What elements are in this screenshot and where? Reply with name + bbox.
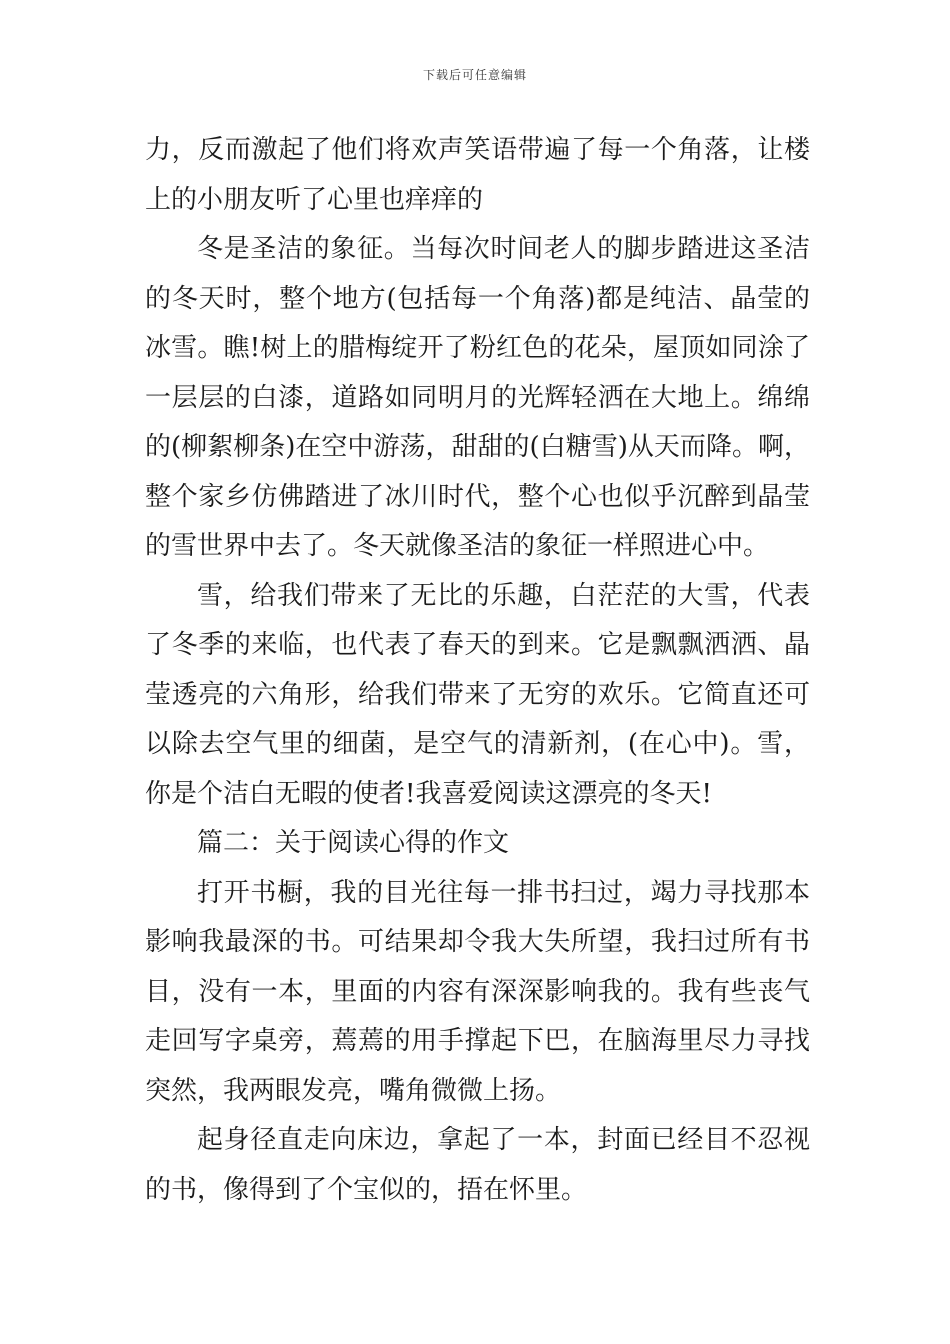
- paragraph-winter-purity: 冬是圣洁的象征。当每次时间老人的脚步踏进这圣洁的冬天时，整个地方(包括每一个角落)都是纯洁、晶莹的冰雪。瞧!树上的腊梅绽开了粉红色的花朵，屋顶如同涂了一层层的白漆，道路如同明月的光辉轻洒在大地上。绵绵的(柳絮柳条)在空中游荡，甜甜的(白糖雪)从天而降。啊，整个家乡仿佛踏进了冰川时代，整个心也似乎沉醉到晶莹的雪世界中去了。冬天就像圣洁的象征一样照进心中。: [145, 234, 810, 561]
- paragraph-bookshelf: 打开书橱，我的目光往每一排书扫过，竭力寻找那本影响我最深的书。可结果却令我大失所望，我扫过所有书目，没有一本，里面的内容有深深影响我的。我有些丧气走回写字桌旁，蔫蔫的用手撑起下巴，在脑海里尽力寻找突然，我两眼发亮，嘴角微微上扬。: [145, 877, 810, 1106]
- paragraph-book-found: 起身径直走向床边，拿起了一本，封面已经目不忍视的书，像得到了个宝似的，捂在怀里。: [145, 1125, 810, 1205]
- paragraph-continuation: 力，反而激起了他们将欢声笑语带遍了每一个角落，让楼上的小朋友听了心里也痒痒的: [145, 135, 810, 215]
- paragraph-snow-joy: 雪，给我们带来了无比的乐趣，白茫茫的大雪，代表了冬季的来临，也代表了春天的到来。它是飘飘洒洒、晶莹透亮的六角形，给我们带来了无穷的欢乐。它简直还可以除去空气里的细菌，是空气的清新剂，(在心中)。雪，你是个洁白无暇的使者!我喜爱阅读这漂亮的冬天!: [145, 580, 810, 809]
- header-note: 下载后可任意编辑: [422, 68, 527, 82]
- body-text: [145, 126, 810, 1215]
- section-heading: 篇二：关于阅读心得的作文: [197, 828, 510, 858]
